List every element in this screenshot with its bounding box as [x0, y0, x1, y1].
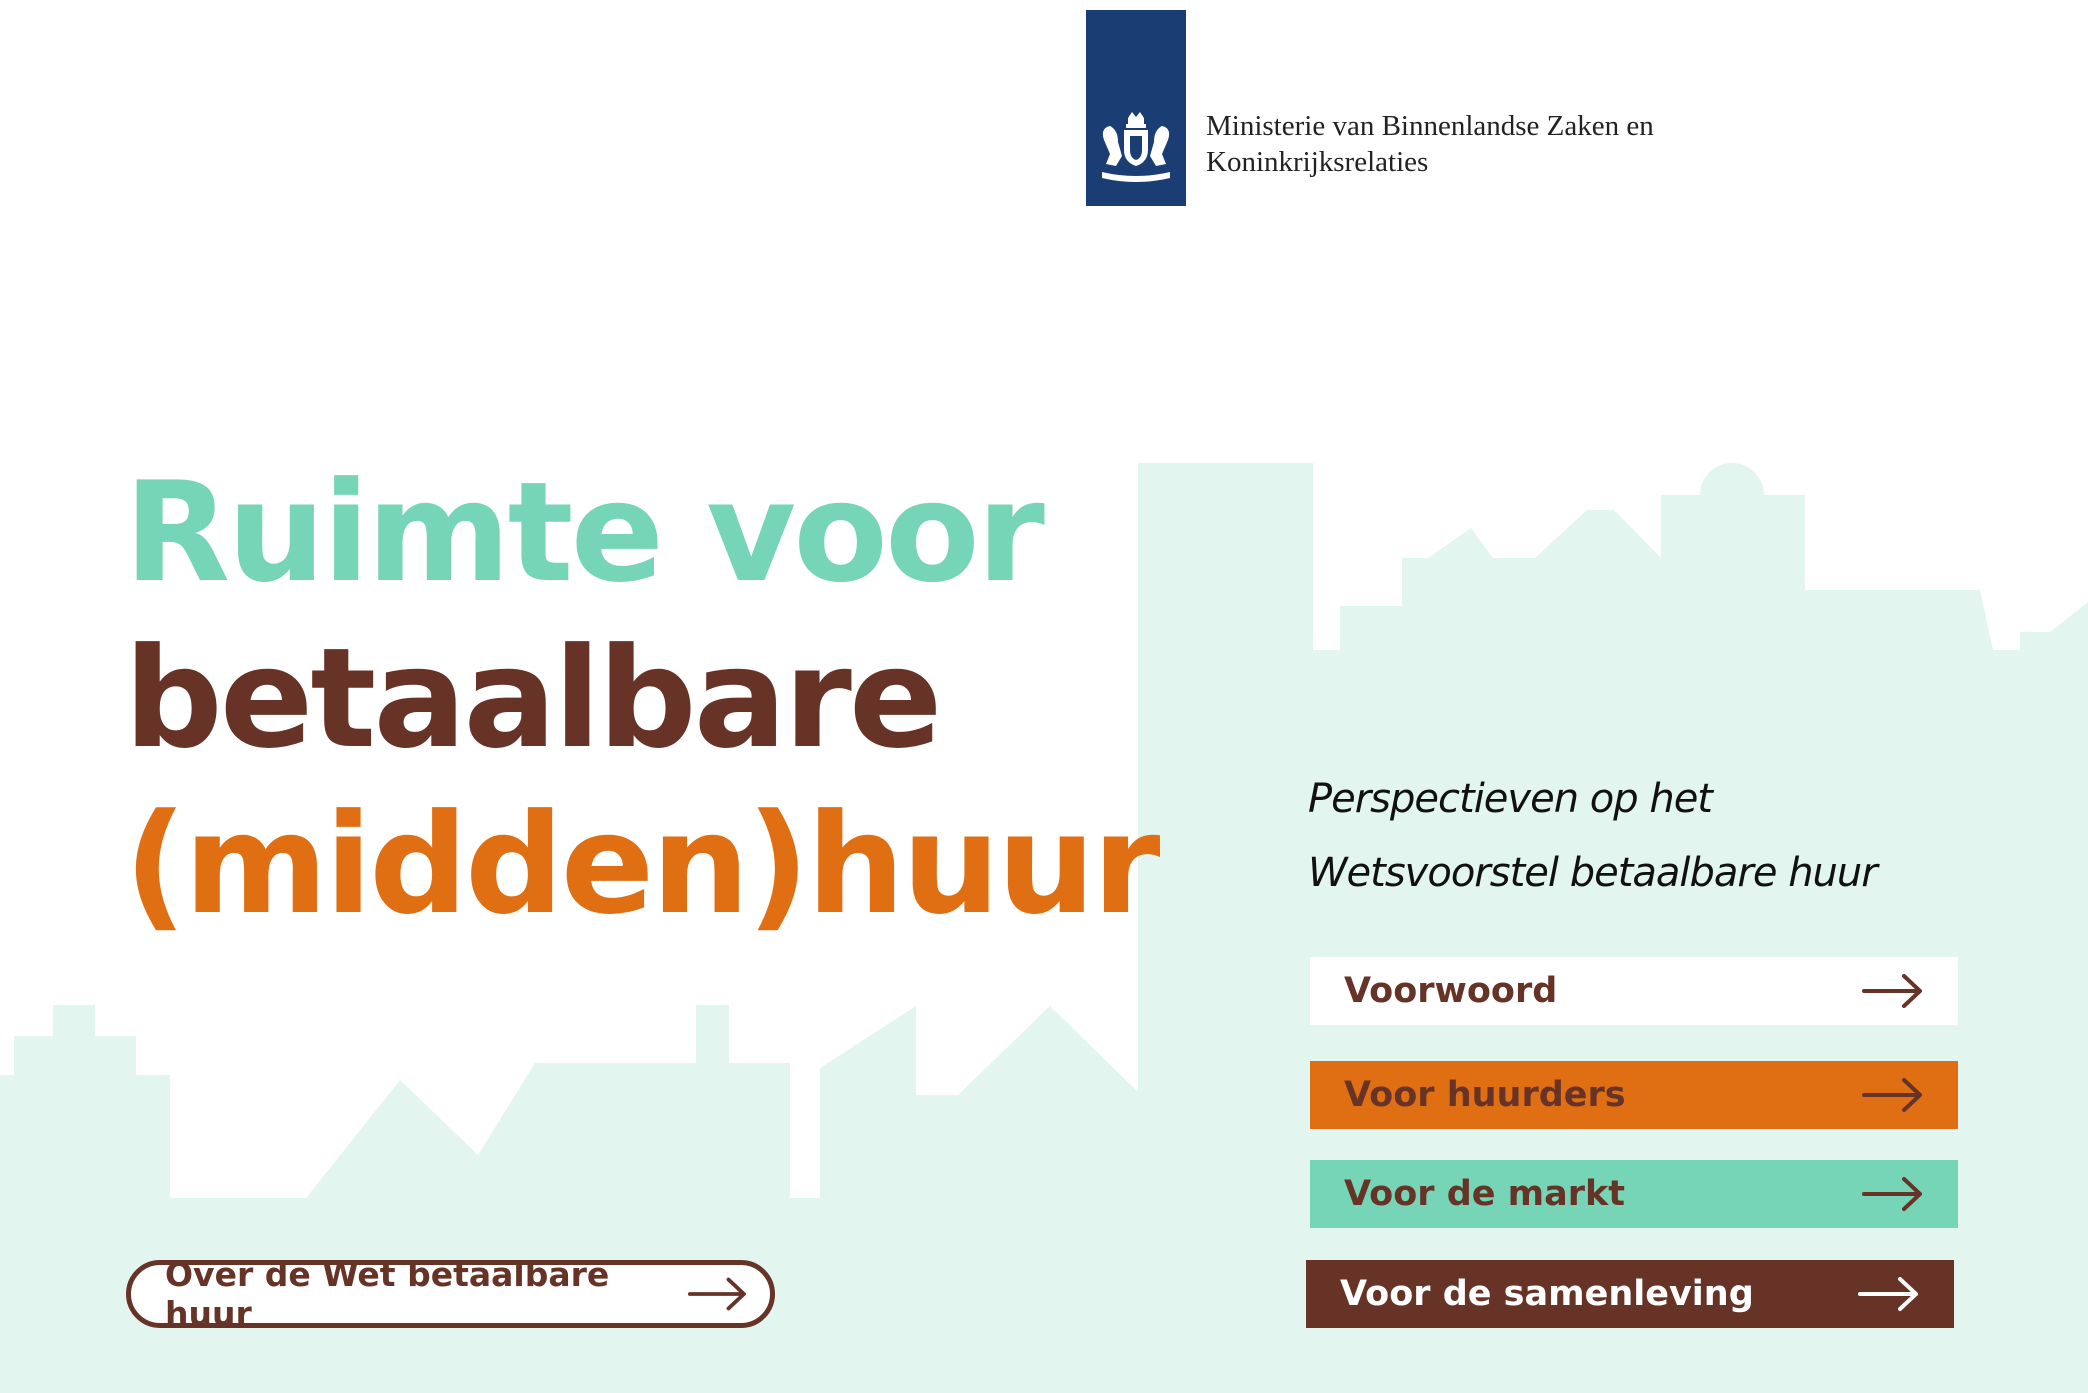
title-line-1: Ruimte voor [124, 452, 1042, 613]
title-line-2: betaalbare [124, 618, 940, 779]
page-title [124, 450, 1157, 948]
voor-huurders-button[interactable] [1310, 1061, 1958, 1129]
ministry-name-line1: Ministerie van Binnenlandse Zaken en [1206, 110, 1654, 142]
title-line-3: (midden)huur [124, 784, 1158, 945]
voor-de-samenleving-button[interactable] [1306, 1260, 1954, 1328]
voor-huurders-button-label: Voor huurders [1344, 1075, 1626, 1115]
ministry-name [1206, 108, 1654, 180]
arrow-right-icon [1858, 1276, 1920, 1312]
arrow-right-icon [688, 1276, 748, 1312]
voor-de-samenleving-button-label: Voor de samenleving [1340, 1274, 1754, 1314]
over-de-wet-button-label: Over de Wet betaalbare huur [165, 1255, 610, 1333]
voorwoord-button-label: Voorwoord [1344, 971, 1558, 1011]
ministry-logo [1086, 10, 1186, 206]
ministry-name-line2: Koninkrijksrelaties [1206, 146, 1429, 178]
subtitle-line1: Perspectieven op het [1308, 776, 1712, 822]
coat-of-arms-icon [1096, 110, 1176, 186]
voor-de-markt-button[interactable] [1310, 1160, 1958, 1228]
voor-de-markt-button-label: Voor de markt [1344, 1174, 1626, 1214]
arrow-right-icon [1862, 1077, 1924, 1113]
subtitle [1308, 762, 1877, 910]
arrow-right-icon [1862, 973, 1924, 1009]
arrow-right-icon [1862, 1176, 1924, 1212]
over-de-wet-button[interactable] [126, 1255, 775, 1333]
subtitle-line2: Wetsvoorstel betaalbare huur [1308, 850, 1877, 896]
voorwoord-button[interactable] [1310, 957, 1958, 1025]
